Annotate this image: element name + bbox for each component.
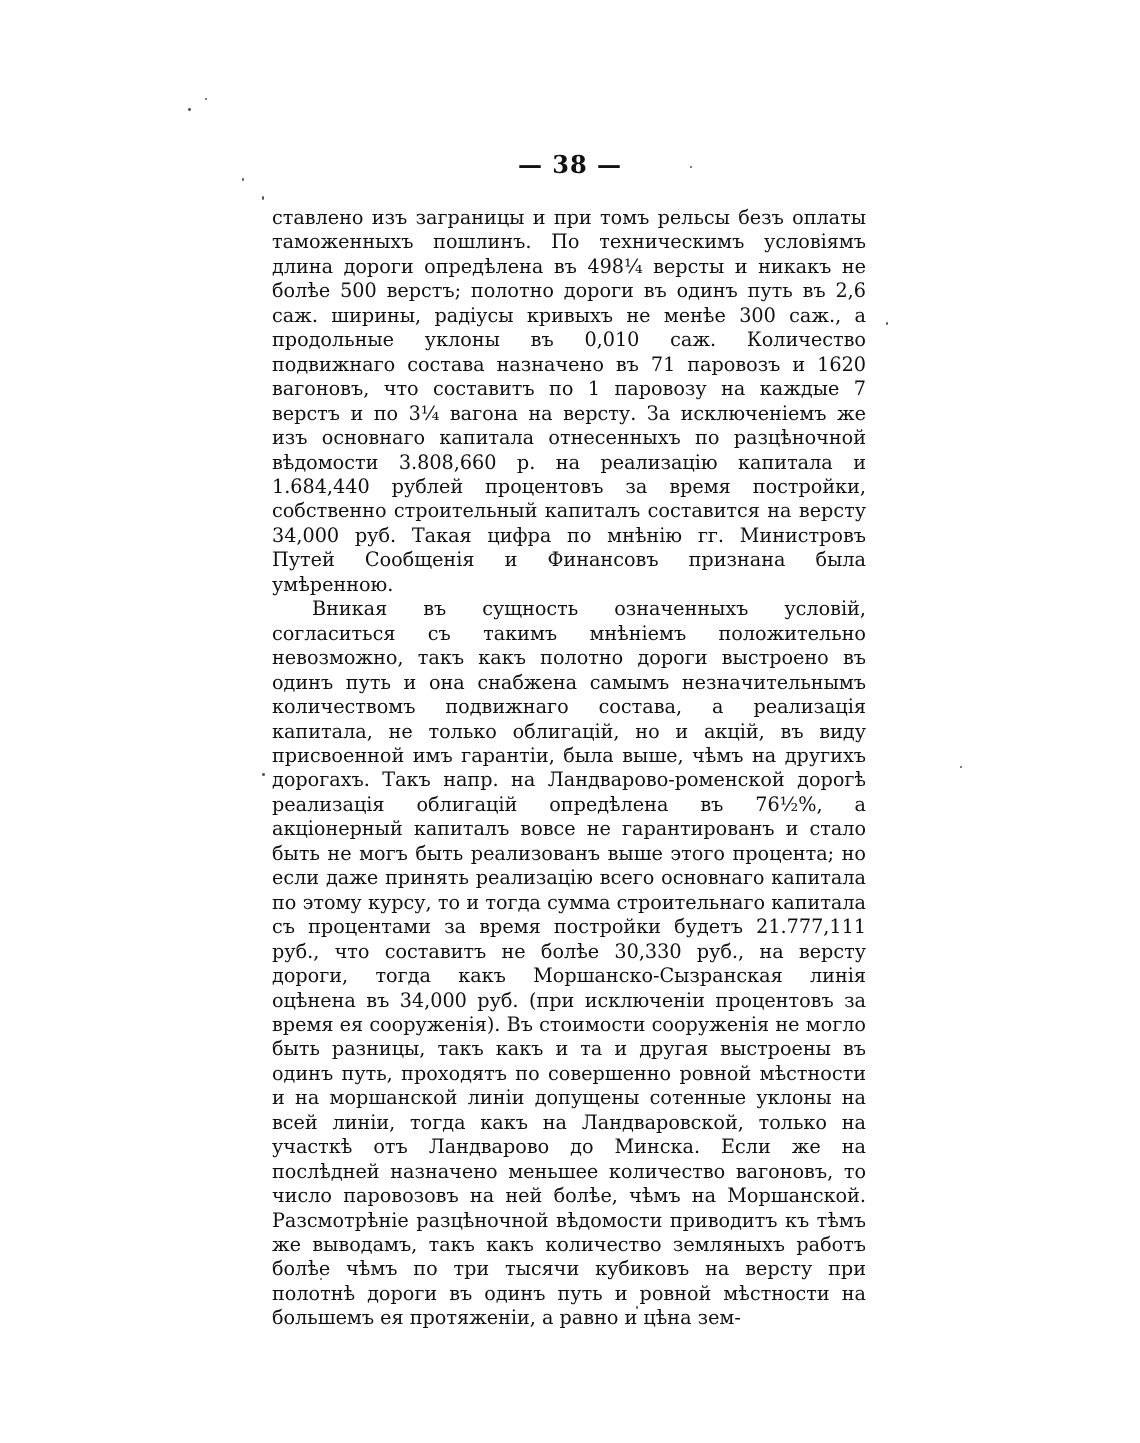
scan-speck (205, 98, 207, 100)
paragraph-continuation: ставлено изъ заграницы и при томъ рельсы безъ оплаты таможенныхъ пошлинъ. По техническимъ условіямъ длина дороги опредѣлена въ 498¼ версты и никакъ не болѣе 500 верстъ; полотно дороги въ одинъ путь въ 2,6 саж. ширины, радіусы кривыхъ не менѣе 300 саж., а продольные уклоны въ 0,010 саж. Количество подвижнаго состава назначено въ 71 паровозъ и 1620 вагоновъ, что составитъ по 1 паровозу на каждые 7 верстъ и по 3¼ вагона на версту. За исключеніемъ же изъ основнаго капитала отнесенныхъ по разцѣночной вѣдомости 3.808,660 р. на реализацію капитала и 1.684,440 рублей процентовъ за время постройки, собственно строительный капиталъ составится на версту 34,000 руб. Такая цифра по мнѣнію гг. Министровъ Путей Сообщенія и Финансовъ признана была умѣренною. (272, 206, 866, 596)
scan-speck (262, 773, 265, 776)
body-text (272, 206, 866, 1331)
paragraph: Вникая въ сущность означенныхъ условій, согласиться съ такимъ мнѣніемъ положительно невозможно, такъ какъ полотно дороги выстроено въ одинъ путь и она снабжена самымъ незначительнымъ количествомъ подвижнаго состава, а реализація капитала, не только облигацій, но и акцій, въ виду присвоенной имъ гарантіи, была выше, чѣмъ на другихъ дорогахъ. Такъ напр. на Ландварово-роменской дорогѣ реализація облигацій опредѣлена въ 76½%, а акціонерный капиталъ вовсе не гарантированъ и стало быть не могъ быть реализованъ выше этого процента; но если даже принять реализацію всего основнаго капитала по этому курсу, то и тогда сумма строительнаго капитала съ процентами за время постройки будетъ 21.777,111 руб., что составитъ не болѣе 30,330 руб., на версту дороги, тогда какъ Моршанско-Сызранская линія оцѣнена въ 34,000 руб. (при исключеніи процентовъ за время ея сооруженія). Въ стоимости сооруженія не могло быть разницы, такъ какъ и та и другая выстроены въ одинъ путь, проходятъ по совершенно ровной мѣстности и на моршанской линіи допущены сотенные уклоны на всей линіи, тогда какъ на Ландваровской, только на участкѣ отъ Ландварово до Минска. Если же на послѣдней назначено меньшее количество вагоновъ, то число паровозовъ на ней болѣе, чѣмъ на Моршанской. Разсмотрѣніе разцѣночной вѣдомости приводитъ къ тѣмъ же выводамъ, такъ какъ количество земляныхъ работъ болѣе чѣмъ по три тысячи кубиковъ на версту при полотнѣ дороги въ одинъ путь и ровной мѣстности на большемъ ея протяженіи, а равно и цѣна зем- (272, 597, 866, 1330)
scan-speck (960, 766, 962, 768)
scan-speck (188, 108, 191, 111)
scan-speck (262, 196, 264, 200)
page-number: — 38 — (517, 150, 623, 179)
scan-speck (886, 322, 888, 325)
